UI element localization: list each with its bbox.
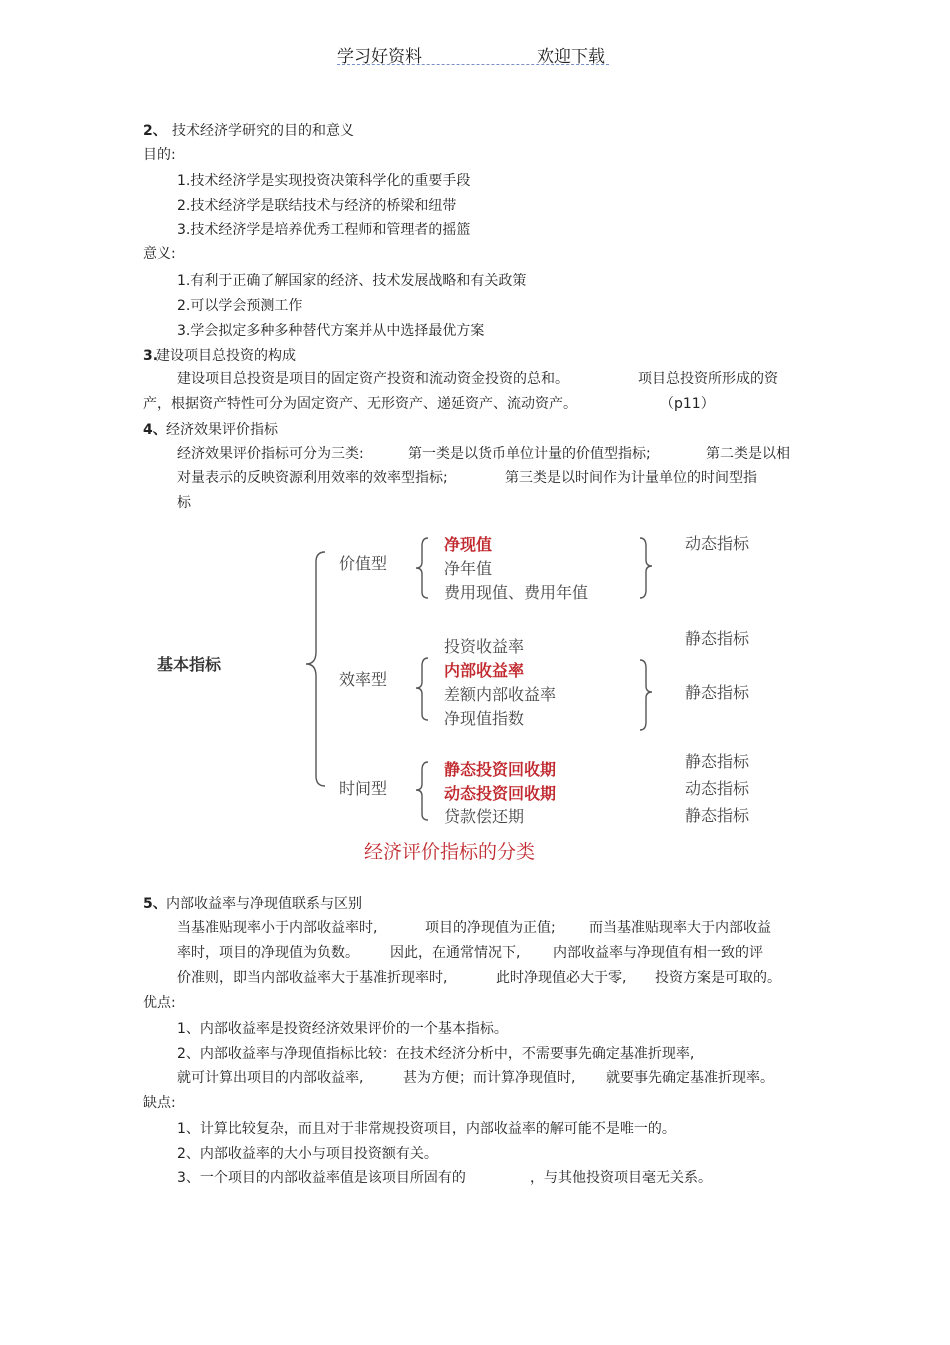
item-npv: 净现值 <box>444 535 493 554</box>
advantages-label: 优点: <box>143 995 176 1011</box>
tag-dynamic: 动态指标 <box>685 534 750 553</box>
tag-static-efficiency: 静态指标 <box>685 683 750 702</box>
section-5-text: 内部收益率与净现值有相一致的评 <box>553 945 763 961</box>
disadvantage-item: 3、一个项目的内部收益率值是该项目所固有的 <box>177 1170 466 1186</box>
section-4-number: 4、 <box>143 422 167 438</box>
item-npvi: 净现值指数 <box>444 709 525 728</box>
section-5-text: 此时净现值必大于零, <box>496 970 627 986</box>
section-4-title: 经济效果评价指标 <box>166 422 278 438</box>
disadvantage-item: 2、内部收益率的大小与项目投资额有关。 <box>177 1146 438 1162</box>
section-5-text: 而当基准贴现率大于内部收益 <box>589 920 771 936</box>
item-dirr: 差额内部收益率 <box>444 685 557 704</box>
diagram-caption: 经济评价指标的分类 <box>364 841 536 863</box>
item-nav: 净年值 <box>444 559 493 578</box>
section-3-number: 3. <box>143 348 159 364</box>
section-5-title: 内部收益率与净现值联系与区别 <box>166 896 362 912</box>
section-4-text: 经济效果评价指标可分为三类: <box>177 446 364 462</box>
group-efficiency: 效率型 <box>339 670 388 689</box>
section-4-text: 第二类是以相 <box>706 446 790 462</box>
group-value: 价值型 <box>339 554 388 573</box>
disadvantage-item: 1、计算比较复杂，而且对于非常规投资项目，内部收益率的解可能不是唯一的。 <box>177 1121 676 1137</box>
advantage-item: 就要事先确定基准折现率。 <box>606 1070 774 1086</box>
tag-static-roi: 静态指标 <box>685 629 750 648</box>
section-3-title: 建设项目总投资的构成 <box>156 348 296 364</box>
section-3-text: 建设项目总投资是项目的固定资产投资和流动资金投资的总和。 <box>177 371 569 387</box>
tag-static-spp: 静态指标 <box>685 752 750 771</box>
section-3-text: 项目总投资所形成的资 <box>638 371 778 387</box>
section-5-text: 价准则，即当内部收益率大于基准折现率时, <box>177 970 448 986</box>
section-5-number: 5、 <box>143 896 167 912</box>
section-4-text: 第一类是以货币单位计量的价值型指标; <box>408 446 651 462</box>
meaning-item: 2.可以学会预测工作 <box>177 298 303 314</box>
advantage-item: 1、内部收益率是投资经济效果评价的一个基本指标。 <box>177 1021 508 1037</box>
item-roi: 投资收益率 <box>444 637 525 656</box>
section-4-text: 标 <box>177 495 191 511</box>
section-3-text: 产，根据资产特性可分为固定资产、无形资产、递延资产、流动资产。 <box>143 396 577 412</box>
item-spp: 静态投资回收期 <box>444 760 557 779</box>
section-5-text: 当基准贴现率小于内部收益率时, <box>177 920 378 936</box>
purpose-item: 2.技术经济学是联结技术与经济的桥梁和纽带 <box>177 198 457 214</box>
advantage-item: 2、内部收益率与净现值指标比较：在技术经济分析中，不需要事先确定基准折现率, <box>177 1046 695 1062</box>
item-dpp: 动态投资回收期 <box>444 784 557 803</box>
section-5-text: 投资方案是可取的。 <box>655 970 781 986</box>
disadvantages-label: 缺点: <box>143 1095 176 1111</box>
value-brace <box>416 538 428 598</box>
advantage-item: 甚为方便；而计算净现值时, <box>403 1070 576 1086</box>
purpose-item: 3.技术经济学是培养优秀工程师和管理者的摇篮 <box>177 222 471 238</box>
meaning-label: 意义: <box>143 246 176 262</box>
section-5-text: 因此，在通常情况下, <box>390 945 521 961</box>
section-5-text: 项目的净现值为正值; <box>425 920 556 936</box>
item-loan: 贷款偿还期 <box>444 807 525 826</box>
root-brace <box>306 552 325 786</box>
purpose-label: 目的: <box>143 147 176 163</box>
section-4-text: 第三类是以时间作为计量单位的时间型指 <box>505 470 757 486</box>
header-right: 欢迎下载 <box>537 47 605 67</box>
header-left: 学习好资料 <box>337 47 422 67</box>
section-2-number: 2、 <box>143 123 167 139</box>
disadvantage-item: ，与其他投资项目毫无关系。 <box>530 1170 712 1186</box>
efficiency-right-brace <box>640 660 652 730</box>
section-2-title: 技术经济学研究的目的和意义 <box>172 123 354 139</box>
item-cost: 费用现值、费用年值 <box>444 583 589 602</box>
meaning-item: 3.学会拟定多种多种替代方案并从中选择最优方案 <box>177 323 485 339</box>
item-irr: 内部收益率 <box>444 661 525 680</box>
purpose-item: 1.技术经济学是实现投资决策科学化的重要手段 <box>177 173 471 189</box>
time-brace <box>416 762 428 820</box>
tag-static-loan: 静态指标 <box>685 806 750 825</box>
diagram-root: 基本指标 <box>157 655 222 674</box>
advantage-item: 就可计算出项目的内部收益率, <box>177 1070 364 1086</box>
meaning-item: 1.有利于正确了解国家的经济、技术发展战略和有关政策 <box>177 273 527 289</box>
section-4-text: 对量表示的反映资源利用效率的效率型指标; <box>177 470 448 486</box>
section-5-text: 率时，项目的净现值为负数。 <box>177 945 359 961</box>
tag-dynamic-dpp: 动态指标 <box>685 779 750 798</box>
section-3-page-ref: （p11） <box>660 396 715 412</box>
group-time: 时间型 <box>339 779 388 798</box>
efficiency-brace <box>416 658 428 720</box>
value-right-brace <box>640 538 652 598</box>
